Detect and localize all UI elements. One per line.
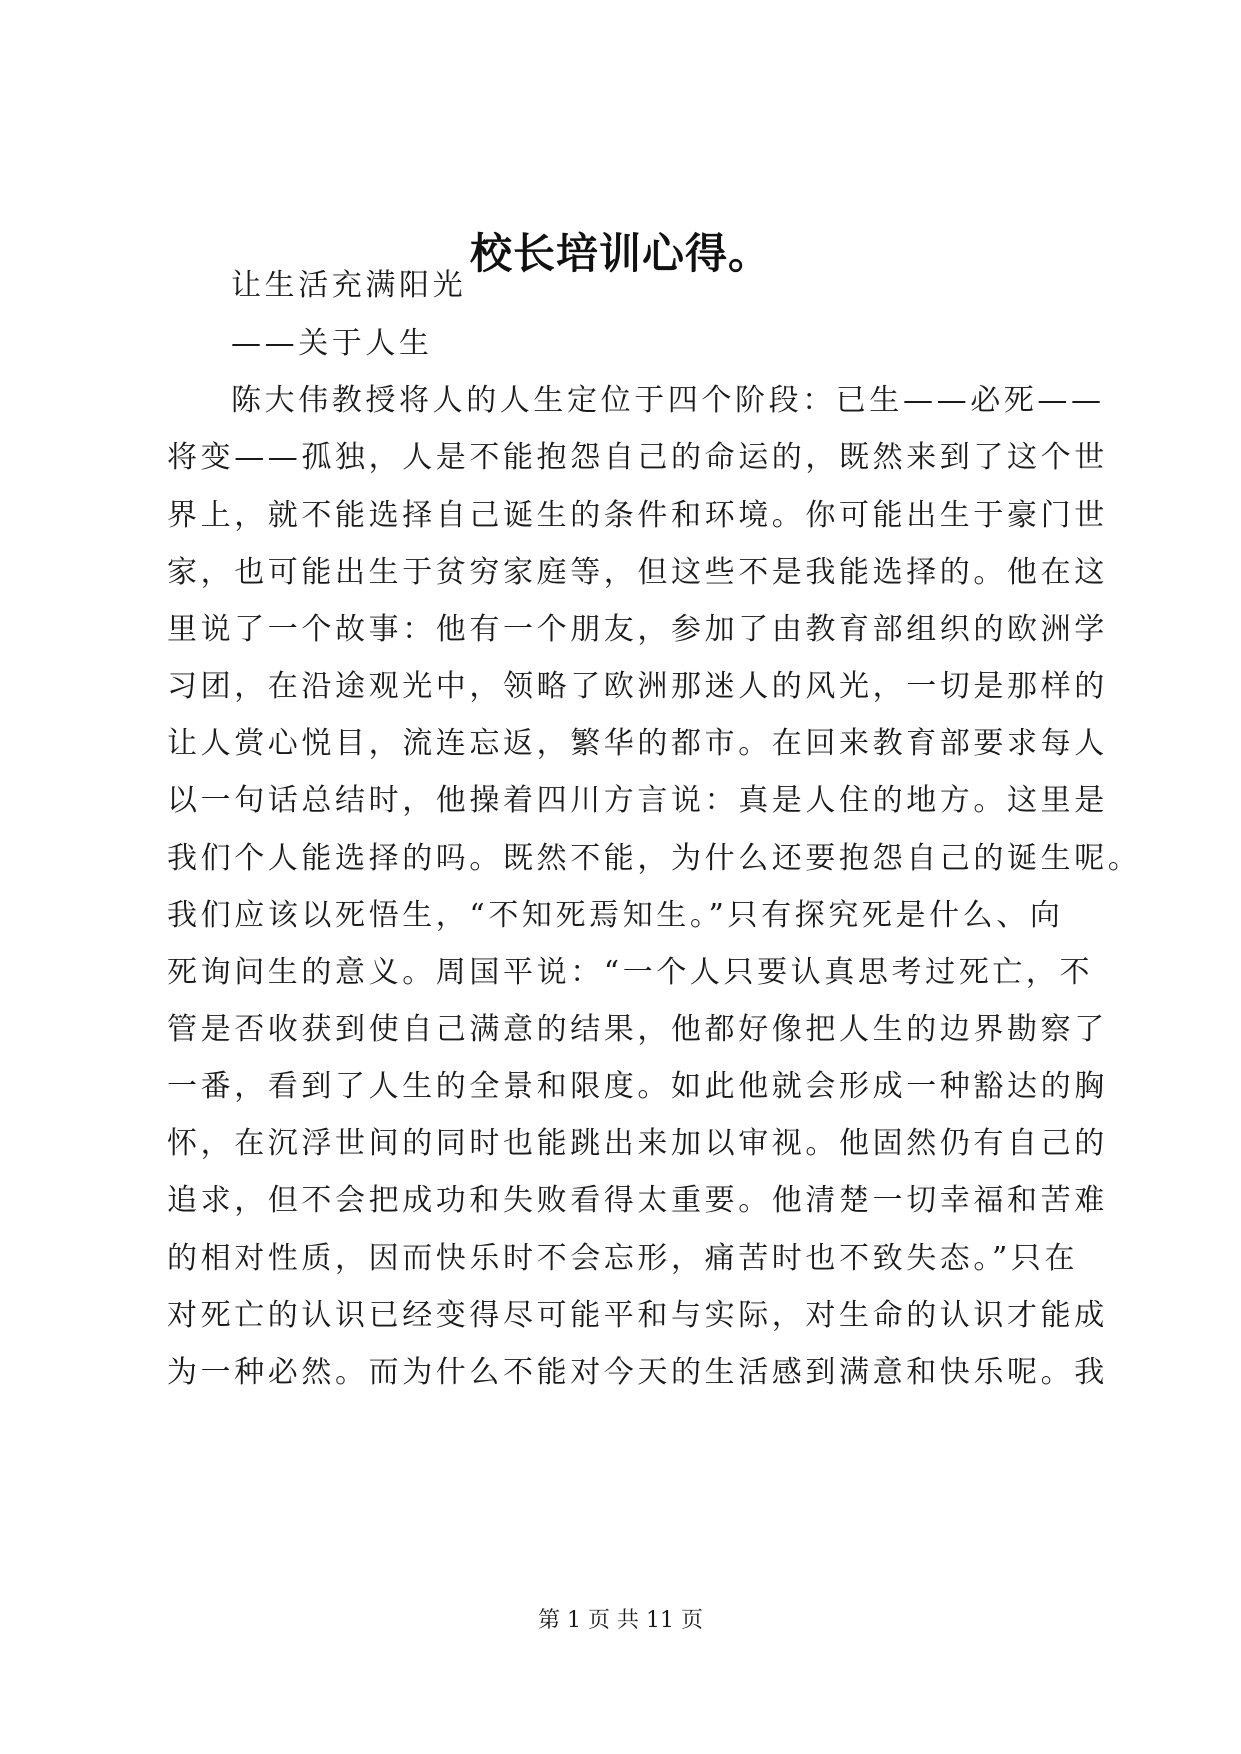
body-line: 的相对性质，因而快乐时不会忘形，痛苦时也不致失态。”只在: [167, 1241, 1079, 1276]
page-number-footer: 第 1 页 共 11 页: [538, 1608, 703, 1633]
body-line: 里说了一个故事：他有一个朋友，参加了由教育部组织的欧洲学: [167, 612, 1108, 647]
body-line: 死询问生的意义。周国平说：“一个人只要认真思考过死亡，不: [167, 955, 1094, 990]
body-line: 将变——孤独，人是不能抱怨自己的命运的，既然来到了这个世: [167, 440, 1108, 475]
body-line: 管是否收获到使自己满意的结果，他都好像把人生的边界勘察了: [167, 1012, 1108, 1047]
body-line: 我们个人能选择的吗。既然不能，为什么还要抱怨自己的诞生呢。: [167, 841, 1142, 876]
body-line: 陈大伟教授将人的人生定位于四个阶段：已生——必死——: [231, 383, 1105, 418]
document-title: 校长培训心得。: [469, 229, 771, 278]
body-line: 家，也可能出生于贫穷家庭等，但这些不是我能选择的。他在这: [167, 555, 1108, 590]
body-line: 我们应该以死悟生，“不知死焉知生。”只有探究死是什么、向: [167, 898, 1064, 933]
body-line: 以一句话总结时，他操着四川方言说：真是人住的地方。这里是: [167, 783, 1108, 818]
body-line: 为一种必然。而为什么不能对今天的生活感到满意和快乐呢。我: [167, 1355, 1108, 1390]
body-line: 对死亡的认识已经变得尽可能平和与实际，对生命的认识才能成: [167, 1298, 1108, 1333]
body-line: 习团，在沿途观光中，领略了欧洲那迷人的风光，一切是那样的: [167, 669, 1108, 704]
body-line: 怀，在沉浮世间的同时也能跳出来加以审视。他固然仍有自己的: [167, 1126, 1108, 1161]
body-line: 界上，就不能选择自己诞生的条件和环境。你可能出生于豪门世: [167, 498, 1108, 533]
document-subtitle: 让生活充满阳光: [231, 268, 467, 303]
body-line: 让人赏心悦目，流连忘返，繁华的都市。在回来教育部要求每人: [167, 726, 1108, 761]
body-line: 追求，但不会把成功和失败看得太重要。他清楚一切幸福和苦难: [167, 1183, 1108, 1218]
section-heading: ——关于人生: [231, 326, 433, 361]
body-line: 一番，看到了人生的全景和限度。如此他就会形成一种豁达的胸: [167, 1069, 1108, 1104]
